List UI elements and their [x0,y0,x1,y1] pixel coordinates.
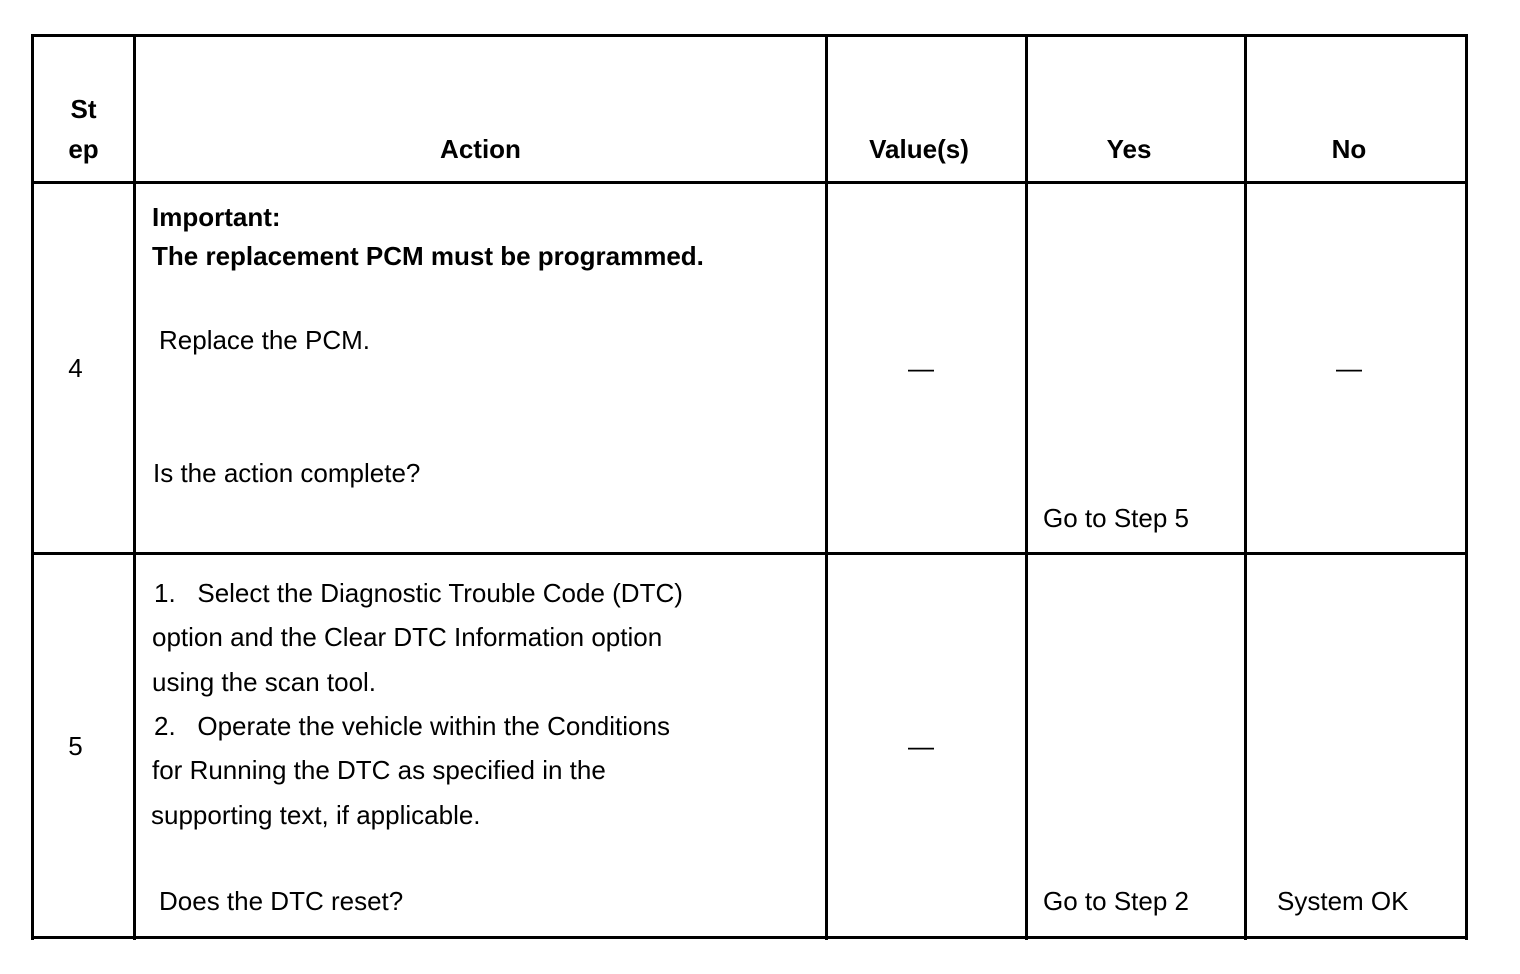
header-action: Action [440,134,521,164]
row-5-step: 5 [68,731,83,761]
row-5-yes: Go to Step 2 [1043,886,1189,916]
table-top-border [31,34,1468,37]
row-5-action-line-4: 2. Operate the vehicle within the Conditions [154,711,670,741]
row-5-question: Does the DTC reset? [159,886,404,916]
row-4-values: — [908,353,934,383]
row-5-values: — [908,731,934,761]
header-yes: Yes [1106,134,1152,164]
row-4-step: 4 [68,353,83,383]
row-4-no: — [1336,353,1362,383]
row-4-yes: Go to Step 5 [1043,503,1189,533]
row-4-instruction: Replace the PCM. [159,325,370,355]
row-5-action-line-1: 1. Select the Diagnostic Trouble Code (DTC) [154,578,683,608]
row-5-action-line-6: supporting text, if applicable. [151,800,481,830]
row-4-question: Is the action complete? [153,458,421,488]
header-values: Value(s) [869,134,969,164]
row-5-no: System OK [1277,886,1409,916]
row-5-action-line-5: for Running the DTC as specified in the [152,755,606,785]
yes-no-divider [1244,34,1247,940]
step-action-divider [133,34,136,940]
row-4-bottom-border [31,552,1468,555]
header-bottom-border [31,181,1468,184]
values-yes-divider [1025,34,1028,940]
table-left-border [31,34,34,940]
row-4-important-label: Important: [152,202,281,232]
header-step-line-2: ep [68,134,99,164]
action-values-divider [825,34,828,940]
header-step-line-1: St [70,94,97,124]
row-5-action-line-3: using the scan tool. [152,667,377,697]
table-right-border [1465,34,1468,940]
header-no: No [1331,134,1367,164]
table-bottom-border [31,936,1468,939]
row-4-important-text: The replacement PCM must be programmed. [152,241,704,271]
row-5-action-line-2: option and the Clear DTC Information option [152,622,663,652]
